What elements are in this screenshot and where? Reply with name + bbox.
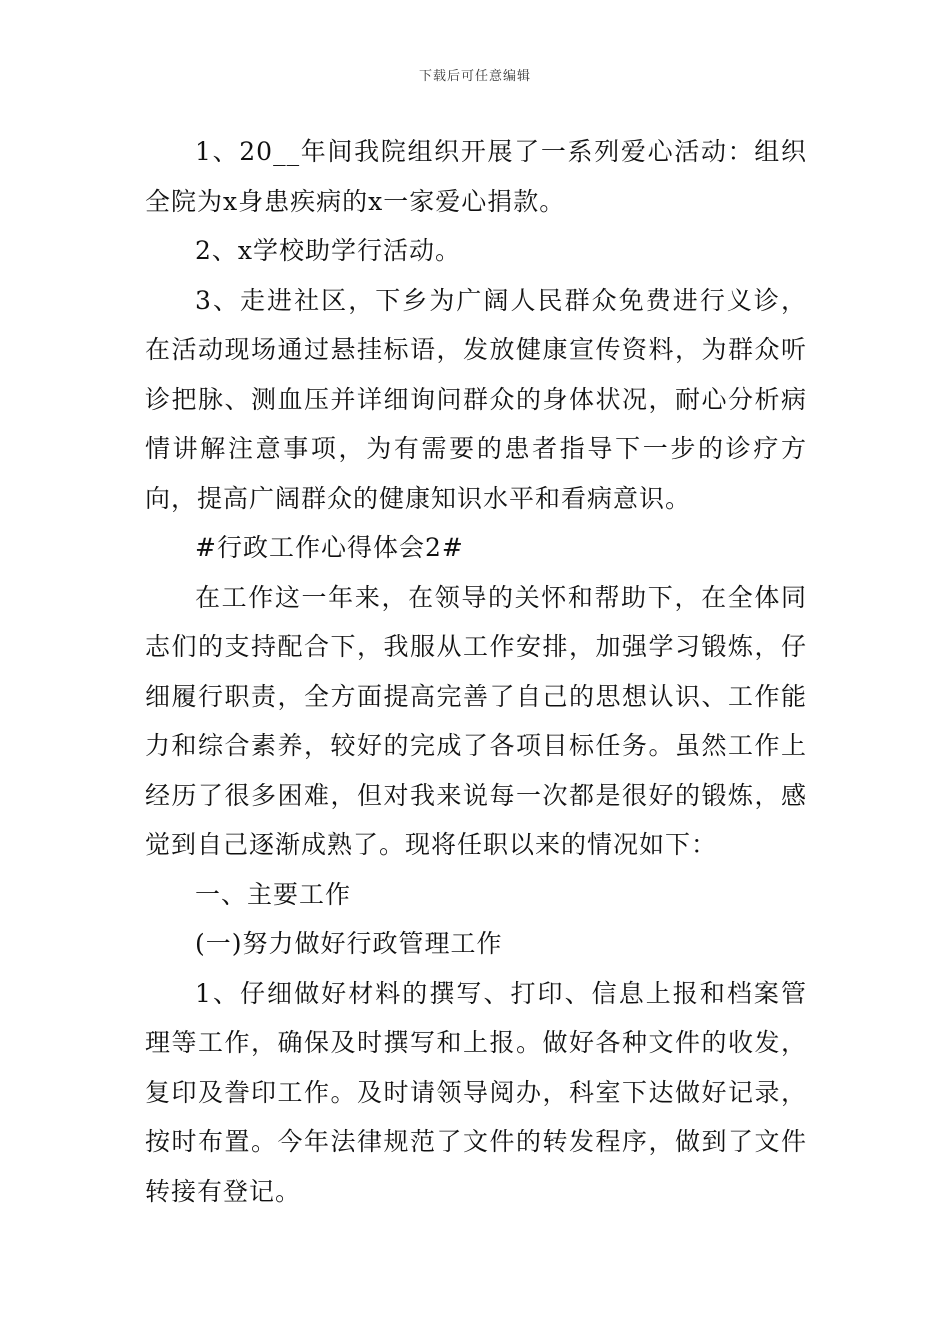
document-body (145, 127, 807, 1216)
heading-main-work: 一、主要工作 (195, 879, 352, 909)
paragraph-document-handling: 1、仔细做好材料的撰写、打印、信息上报和档案管理等工作，确保及时撰写和上报。做好各种文件的收发，复印及誊印工作。及时请领导阅办，科室下达做好记录，按时布置。今年法律规范了文件的转发程序，做到了文件转接有登记。 (145, 978, 807, 1206)
page-header-note: 下载后可任意编辑 (418, 69, 531, 84)
paragraph-school-aid: 2、x学校助学行活动。 (195, 236, 462, 265)
paragraph-community-clinic: 3、走进社区，下乡为广阔人民群众免费进行义诊，在活动现场通过悬挂标语，发放健康宣传资料，为群众听诊把脉、测血压并详细询问群众的身体状况，耐心分析病情讲解注意事项，为有需要的患者指导下一步的诊疗方向，提高广阔群众的健康知识水平和看病意识。 (145, 285, 807, 513)
section-heading: #行政工作心得体会2# (195, 533, 464, 562)
paragraph-intro: 在工作这一年来，在领导的关怀和帮助下，在全体同志们的支持配合下，我服从工作安排，加强学习锻炼，仔细履行职责，全方面提高完善了自己的思想认识、工作能力和综合素养，较好的完成了各项目标任务。虽然工作上经历了很多困难，但对我来说每一次都是很好的锻炼，感觉到自己逐渐成熟了。现将任职以来的情况如下： (145, 582, 807, 859)
paragraph-charity-activities: 1、20__年间我院组织开展了一系列爱心活动：组织全院为x身患疾病的x一家爱心捐款。 (145, 137, 807, 216)
subheading-admin-management: (一)努力做好行政管理工作 (195, 929, 503, 958)
